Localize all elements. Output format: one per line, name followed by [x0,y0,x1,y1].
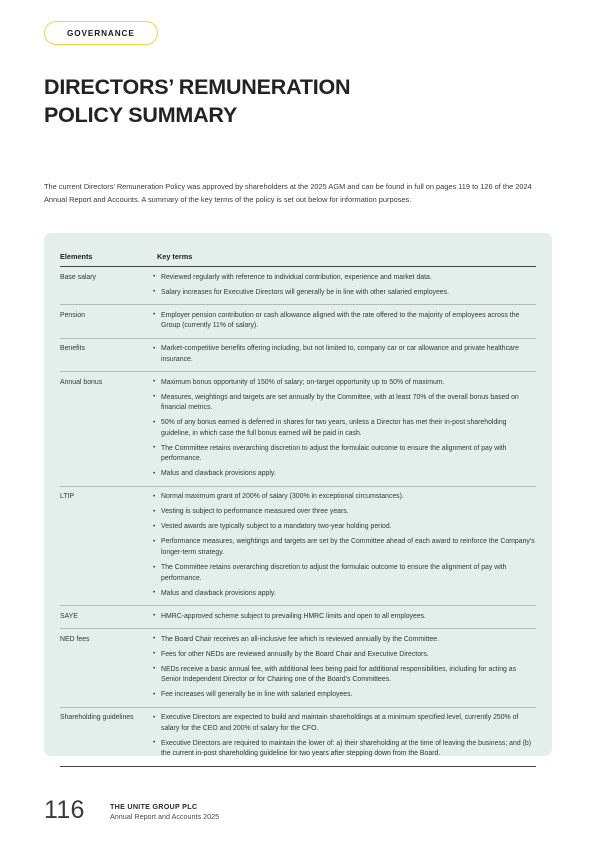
key-term-item: • Executive Directors are required to maintain the lower of: a) their shareholding at the time of leaving the business; and (b) the current in-post shareholding guideline for two years after stepping down from the Board. [153,739,536,760]
key-term-item: • The Committee retains overarching discretion to adjust the formulaic outcome to ensure the alignment of pay with performance. [153,563,536,584]
table-body [60,267,536,767]
key-term-item: • Employer pension contribution or cash allowance aligned with the rate offered to the majority of employees across the Group (currently 11% of salary). [153,311,536,332]
row-key-terms [153,267,536,305]
governance-badge-label: GOVERNANCE [67,28,135,38]
table-row [60,372,536,487]
key-terms-list [153,344,536,365]
key-terms-list [153,635,536,701]
row-element-name: Benefits [60,338,153,371]
row-key-terms [153,707,536,766]
row-key-terms [153,305,536,338]
key-term-item: • 50% of any bonus earned is deferred in shares for two years, unless a Director has met their in-post shareholding guideline, in which case the full bonus earned will be paid in cash. [153,418,536,439]
footer-report-name: Annual Report and Accounts 2025 [110,812,220,822]
key-term-item: • Normal maximum grant of 200% of salary (300% in exceptional circumstances). [153,492,536,502]
key-term-item: • Performance measures, weightings and targets are set by the Committee ahead of each award to reinforce the Company’s longer-term strategy. [153,537,536,558]
key-term-item: • Reviewed regularly with reference to individual contribution, experience and market data. [153,273,536,283]
row-key-terms [153,338,536,371]
policy-summary-panel [44,233,552,756]
key-term-item: • Maximum bonus opportunity of 150% of salary; on-target opportunity up to 50% of maximum. [153,378,536,388]
key-terms-list [153,492,536,599]
key-term-item: • HMRC-approved scheme subject to prevailing HMRC limits and open to all employees. [153,612,536,622]
key-term-item: • Vested awards are typically subject to a mandatory two-year holding period. [153,522,536,532]
row-key-terms [153,606,536,629]
key-terms-list [153,612,536,622]
section-eyebrow [44,21,158,45]
key-terms-list [153,311,536,332]
key-term-item: • Fees for other NEDs are reviewed annually by the Board Chair and Executive Directors. [153,650,536,660]
page-title [44,74,514,129]
row-element-name: Pension [60,305,153,338]
table-row [60,486,536,605]
page-title-line-2: POLICY SUMMARY [44,102,238,127]
page-number: 116 [44,796,85,824]
row-key-terms [153,629,536,708]
table-row [60,338,536,371]
governance-badge [44,21,158,45]
row-element-name: Annual bonus [60,372,153,487]
policy-summary-table [60,252,536,767]
row-element-name: Base salary [60,267,153,305]
intro-paragraph: The current Directors’ Remuneration Policy was approved by shareholders at the 2025 AGM and can be found in full on pages 119 to 126 of the 2024 Annual Report and Accounts. A summary of the key terms of the policy is set out below for information purposes. [44,182,532,204]
footer-company-name: THE UNITE GROUP PLC [110,802,198,811]
key-term-item: • Vesting is subject to performance measured over three years. [153,507,536,517]
page-title-line-1: DIRECTORS’ REMUNERATION [44,75,351,99]
table-row [60,629,536,708]
key-term-item: • Malus and clawback provisions apply. [153,589,536,599]
key-terms-list [153,273,536,299]
row-element-name: SAYE [60,606,153,629]
key-term-item: • Salary increases for Executive Directors will generally be in line with other salaried employees. [153,288,536,298]
key-term-item: • Executive Directors are expected to build and maintain shareholdings at a minimum specified level, currently 250% of salary for the CEO and 200% of salary for the CFO. [153,713,536,734]
column-header-elements: Elements [60,252,153,267]
table-header-row [60,252,536,267]
table-row [60,305,536,338]
key-term-item: • NEDs receive a basic annual fee, with additional fees being paid for additional responsibilities, including for acting as Senior Independent Director or for Chairing one of the Board’s Committees. [153,665,536,686]
page-footer [44,798,219,823]
key-terms-list [153,378,536,480]
key-term-item: • The Committee retains overarching discretion to adjust the formulaic outcome to ensure the alignment of pay with performance. [153,444,536,465]
key-term-item: • The Board Chair receives an all-inclusive fee which is reviewed annually by the Committee. [153,635,536,645]
key-term-item: • Fee increases will generally be in line with salaried employees. [153,690,536,700]
key-term-item: • Measures, weightings and targets are set annually by the Committee, with at least 70% of the overall bonus based on financial metrics. [153,393,536,414]
table-row [60,267,536,305]
row-key-terms [153,486,536,605]
row-key-terms [153,372,536,487]
footer-imprint [110,798,219,823]
key-term-item: • Market-competitive benefits offering including, but not limited to, company car or car allowance and private healthcare insurance. [153,344,536,365]
row-element-name: LTIP [60,486,153,605]
table-head [60,252,536,267]
row-element-name: NED fees [60,629,153,708]
column-header-key-terms: Key terms [153,252,536,267]
table-row [60,707,536,766]
key-terms-list [153,713,536,760]
row-element-name: Shareholding guidelines [60,707,153,766]
table-row [60,606,536,629]
key-term-item: • Malus and clawback provisions apply. [153,469,536,479]
